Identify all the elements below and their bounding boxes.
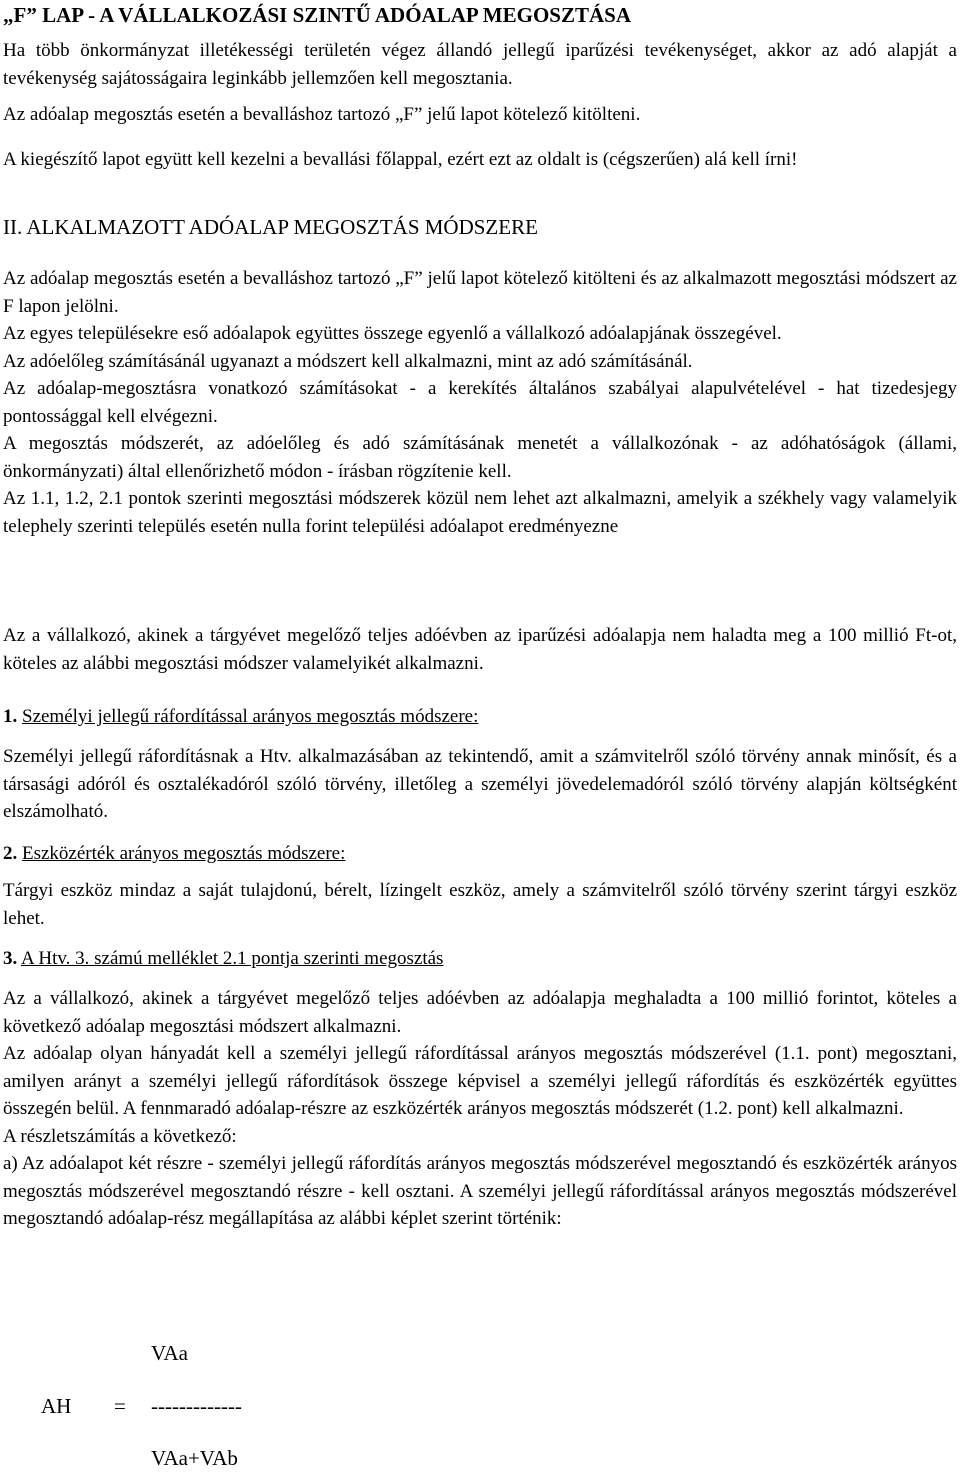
method-3-paragraph-4: a) Az adóalapot két részre - személyi jellegű ráfordítás arányos megosztás módszerével megosztandó és eszközérték arányos megosztás módszerével megosztandó részre - kell osztani. A személyi jellegű ráfordítással arányos megosztás módszerével megosztandó adóalap-rész megállapítása az alábbi képlet szerint történik: bbox=[3, 1153, 957, 1229]
method-1-heading bbox=[3, 703, 478, 731]
method-1-body: Személyi jellegű ráfordításnak a Htv. alkalmazásában az tekintendő, amit a számvitelről szóló törvény annak minősít, és a társasági adóról és osztalékadóról szóló törvény, illetőleg a személyi jövedelemadóról szóló törvény alapján költségként elszámolható. bbox=[3, 746, 957, 822]
rule-paragraph-6: Az 1.1, 1.2, 2.1 pontok szerinti megosztási módszerek közül nem lehet azt alkalmazni, amelyik a székhely vagy valamelyik telephely szerinti település esetén nulla forint települési adóalapot eredményezne bbox=[3, 488, 957, 537]
method-2-title: Eszközérték arányos megosztás módszere: bbox=[22, 843, 346, 864]
intro-paragraph-1: Ha több önkormányzat illetékességi területén végez állandó jellegű iparűzési tevékenységet, akkor az adó alapját a tevékenység sajátosságaira leginkább jellemzően kell megosztania. bbox=[3, 40, 957, 89]
method-3-paragraph-2: Az adóalap olyan hányadát kell a személyi jellegű ráfordítással arányos megosztás módszerével (1.1. pont) megosztani, amilyen arányt a személyi jellegű ráfordítások összege képvisel a személyi jellegű ráfordítás és eszközérték együttes összegén belül. A fennmaradó adóalap-részre az eszközérték arányos megosztás módszerét (1.2. pont) kell alkalmazni. bbox=[3, 1043, 957, 1119]
rule-paragraph-5: A megosztás módszerét, az adóelőleg és adó számításának menetét a vállalkozónak - az adóhatóságok (állami, önkormányzati) által ellenőrizhető módon - írásban rögzítenie kell. bbox=[3, 433, 957, 482]
method-2-heading bbox=[3, 840, 345, 868]
method-3-paragraph-1: Az a vállalkozó, akinek a tárgyévet megelőző teljes adóévben az adóalapja meghaladta a 100 millió forintot, köteles a következő adóalap megosztási módszert alkalmazni. bbox=[3, 988, 957, 1037]
rule-paragraph-3: Az adóelőleg számításánál ugyanazt a módszert kell alkalmazni, mint az adó számításánál. bbox=[3, 350, 693, 372]
rule-paragraph-4: Az adóalap-megosztásra vonatkozó számításokat - a kerekítés általános szabályai alapulvételével - hat tizedesjegy pontossággal kell elvégezni. bbox=[3, 378, 957, 427]
formula-denominator: VAa+VAb bbox=[151, 1446, 238, 1470]
method-3-number: 3. bbox=[3, 948, 18, 969]
formula-lhs: AH bbox=[41, 1394, 72, 1418]
method-3-paragraph-3: A részletszámítás a következő: bbox=[3, 1125, 237, 1147]
method-2-number: 2. bbox=[3, 843, 18, 864]
method-3-body bbox=[3, 985, 957, 1233]
section-heading: II. ALKALMAZOTT ADÓALAP MEGOSZTÁS MÓDSZERE bbox=[3, 215, 538, 239]
method-3-title: A Htv. 3. számú melléklet 2.1 pontja szerinti megosztás bbox=[20, 948, 444, 969]
rule-paragraph-1: Az adóalap megosztás esetén a bevalláshoz tartozó „F” jelű lapot kötelező kitölteni és az alkalmazott megosztási módszert az F lapon jelölni. bbox=[3, 268, 957, 317]
method-1-number: 1. bbox=[3, 706, 18, 727]
page-title: „F” LAP - A VÁLLALKOZÁSI SZINTŰ ADÓALAP MEGOSZTÁSA bbox=[3, 3, 632, 27]
formula-equals: = bbox=[114, 1394, 126, 1418]
method-3-heading bbox=[3, 945, 443, 973]
formula bbox=[3, 1340, 957, 1474]
method-1-title: Személyi jellegű ráfordítással arányos megosztás módszere: bbox=[22, 706, 479, 727]
intro-paragraph-3: A kiegészítő lapot együtt kell kezelni a bevallási főlappal, ezért ezt az oldalt is (cégszerűen) alá kell írni! bbox=[3, 149, 798, 170]
small-business-paragraph: Az a vállalkozó, akinek a tárgyévet megelőző teljes adóévben az iparűzési adóalapja nem haladta meg a 100 millió Ft-ot, köteles az alábbi megosztási módszer valamelyikét alkalmazni. bbox=[3, 625, 957, 674]
formula-numerator: VAa bbox=[151, 1341, 188, 1365]
method-2-body: Tárgyi eszköz mindaz a saját tulajdonú, bérelt, lízingelt eszköz, amely a számvitelről szóló törvény szerint tárgyi eszköz lehet. bbox=[3, 880, 957, 929]
intro-paragraph-2: Az adóalap megosztás esetén a bevalláshoz tartozó „F” jelű lapot kötelező kitölteni. bbox=[3, 104, 641, 125]
rule-paragraph-2: Az egyes településekre eső adóalapok együttes összege egyenlő a vállalkozó adóalapjának összegével. bbox=[3, 323, 782, 344]
formula-fraction-bar: ------------- bbox=[151, 1394, 242, 1418]
rules-block bbox=[3, 265, 957, 540]
